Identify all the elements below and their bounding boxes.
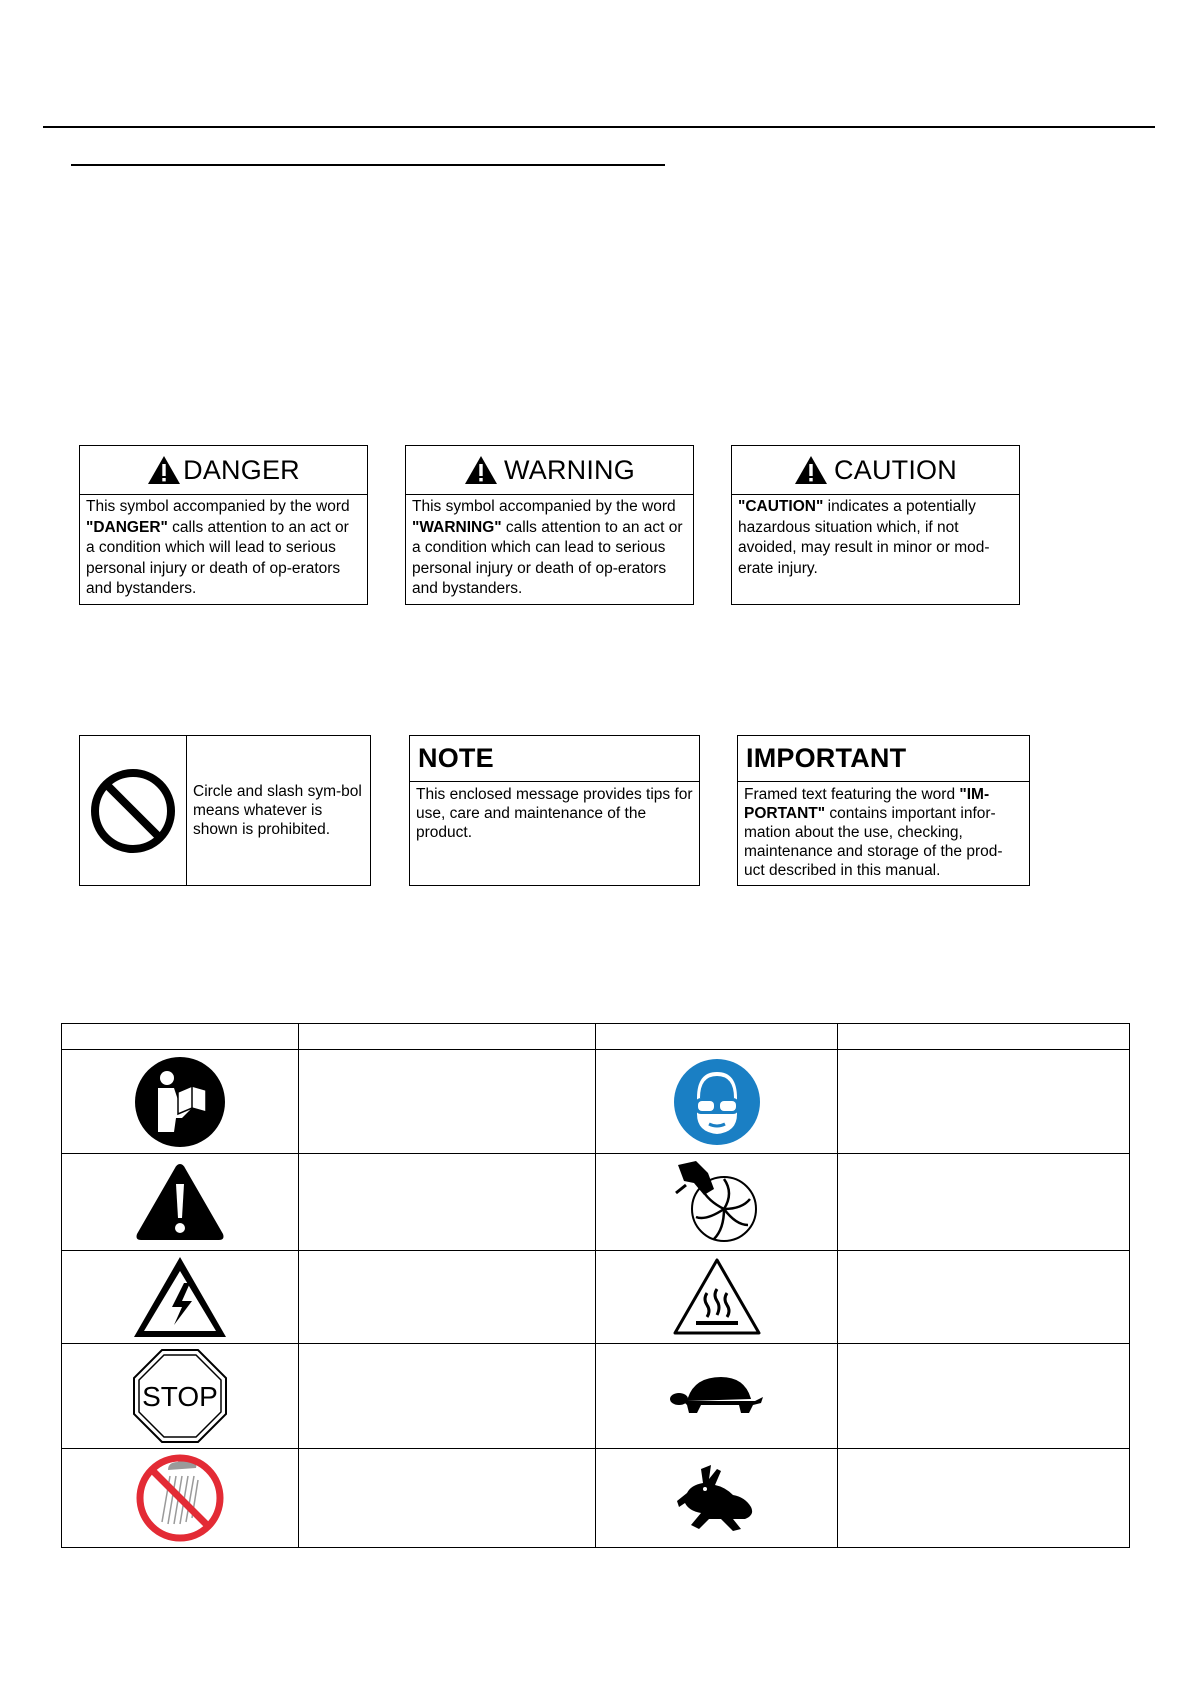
table-row bbox=[62, 1154, 1130, 1251]
table-text-cell bbox=[298, 1344, 596, 1449]
important-header: IMPORTANT bbox=[738, 736, 1029, 782]
rabbit-fast-icon bbox=[675, 1463, 759, 1533]
danger-header bbox=[80, 446, 367, 495]
warning-title: WARNING bbox=[504, 454, 635, 485]
table-text-cell bbox=[838, 1050, 1130, 1154]
prohibited-icon-cell bbox=[80, 736, 187, 885]
table-row bbox=[62, 1251, 1130, 1344]
prohibited-box bbox=[79, 735, 371, 886]
warning-box bbox=[405, 445, 694, 605]
caution-title: CAUTION bbox=[834, 454, 957, 485]
table-text-cell bbox=[298, 1251, 596, 1344]
note-box bbox=[409, 735, 700, 886]
table-icon-cell bbox=[596, 1050, 838, 1154]
table-icon-cell bbox=[596, 1344, 838, 1449]
table-icon-cell bbox=[62, 1050, 299, 1154]
table-text-cell bbox=[838, 1251, 1130, 1344]
table-icon-cell bbox=[596, 1449, 838, 1548]
rotating-blade-hand-icon bbox=[674, 1159, 760, 1245]
table-text-cell bbox=[838, 1344, 1130, 1449]
important-box bbox=[737, 735, 1030, 886]
warning-triangle-icon bbox=[147, 455, 181, 485]
header-rule bbox=[43, 126, 1155, 128]
table-icon-cell bbox=[596, 1251, 838, 1344]
table-header-cell bbox=[596, 1024, 838, 1050]
table-row bbox=[62, 1344, 1130, 1449]
prohibited-text: Circle and slash sym-bol means whatever is shown is prohibited. bbox=[193, 783, 362, 838]
table-icon-cell bbox=[62, 1251, 299, 1344]
table-header-row bbox=[62, 1024, 1130, 1050]
stop-sign-label: STOP bbox=[142, 1381, 218, 1412]
table-row bbox=[62, 1050, 1130, 1154]
table-icon-cell bbox=[62, 1344, 299, 1449]
safety-symbols-table bbox=[61, 1023, 1130, 1548]
warning-text: This symbol accompanied by the word "WARNING" calls attention to an act or a condition which can lead to serious personal injury or death of op-erators and bystanders. bbox=[412, 498, 683, 597]
table-row bbox=[62, 1449, 1130, 1548]
turtle-slow-icon bbox=[669, 1371, 765, 1421]
table-text-cell bbox=[298, 1449, 596, 1548]
note-text: This enclosed message provides tips for use, care and maintenance of the product. bbox=[416, 786, 693, 841]
read-manual-icon bbox=[134, 1056, 226, 1148]
warning-triangle-icon bbox=[794, 455, 828, 485]
table-icon-cell bbox=[596, 1154, 838, 1251]
electric-shock-icon bbox=[132, 1255, 228, 1339]
danger-text: This symbol accompanied by the word "DANGER" calls attention to an act or a condition which will lead to serious personal injury or death of op-erators and bystanders. bbox=[86, 498, 350, 597]
table-text-cell bbox=[838, 1449, 1130, 1548]
table-text-cell bbox=[298, 1050, 596, 1154]
important-text: Framed text featuring the word "IM-PORTANT" contains important infor-mation about the use, checking, maintenance and storage of the prod-uct described in this manual. bbox=[744, 786, 1003, 879]
exclamation-warning-icon bbox=[135, 1162, 225, 1242]
warning-header bbox=[406, 446, 693, 495]
warning-triangle-icon bbox=[464, 455, 498, 485]
caution-box bbox=[731, 445, 1020, 605]
caution-text: "CAUTION" indicates a potentially hazardous situation which, if not avoided, may result in minor or mod-erate injury. bbox=[738, 498, 990, 577]
table-header-cell bbox=[62, 1024, 299, 1050]
table-text-cell bbox=[298, 1154, 596, 1251]
safety-goggles-icon bbox=[673, 1058, 761, 1146]
table-text-cell bbox=[838, 1154, 1130, 1251]
no-rain-icon bbox=[134, 1452, 226, 1544]
danger-title: DANGER bbox=[183, 454, 300, 485]
caution-header bbox=[732, 446, 1019, 495]
note-header: NOTE bbox=[410, 736, 699, 782]
hot-surface-icon bbox=[672, 1257, 762, 1337]
table-icon-cell bbox=[62, 1154, 299, 1251]
section-heading-underline bbox=[71, 164, 665, 166]
stop-sign-icon bbox=[132, 1348, 228, 1444]
table-header-cell bbox=[298, 1024, 596, 1050]
table-header-cell bbox=[838, 1024, 1130, 1050]
prohibited-icon bbox=[89, 767, 177, 855]
danger-box bbox=[79, 445, 368, 605]
table-icon-cell bbox=[62, 1449, 299, 1548]
